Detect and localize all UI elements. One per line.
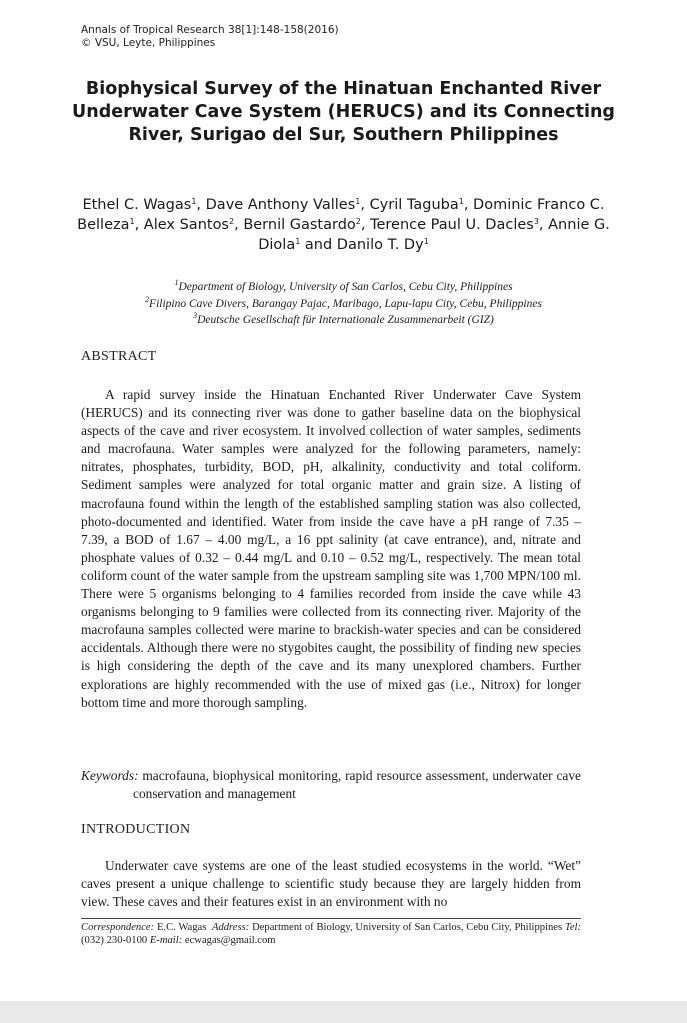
author-name: Ethel C. Wagas bbox=[82, 197, 192, 213]
author-list bbox=[60, 195, 627, 255]
address-text: Department of Biology, University of San Carlos, Cebu City, Philippines bbox=[252, 922, 563, 933]
author-name: Dominic Franco C. Belleza bbox=[77, 197, 605, 233]
email-label: E-mail: bbox=[149, 935, 183, 946]
keywords bbox=[81, 767, 581, 803]
viewer-bottom-bar bbox=[0, 1001, 687, 1023]
correspondence-name: E.C. Wagas bbox=[156, 922, 207, 933]
author-name: Bernil Gastardo bbox=[243, 217, 356, 233]
author-affiliation-mark: 1 bbox=[423, 237, 429, 246]
author-affiliation-mark: 1 bbox=[129, 217, 135, 226]
author-affiliation-mark: 1 bbox=[295, 237, 301, 246]
author-name: Annie G. Diola bbox=[258, 217, 610, 253]
tel-number: (032) 230-0100 bbox=[81, 935, 148, 946]
author-name: Danilo T. Dy bbox=[336, 237, 424, 253]
author-name: Dave Anthony Valles bbox=[205, 197, 356, 213]
author-separator: , bbox=[360, 217, 371, 233]
introduction-heading: INTRODUCTION bbox=[81, 822, 191, 837]
keywords-text: macrofauna, biophysical monitoring, rapid resource assessment, underwater cave conservation and management bbox=[133, 768, 581, 801]
keywords-label: Keywords: bbox=[81, 768, 139, 783]
paper-title: Biophysical Survey of the Hinatuan Enchanted River Underwater Cave System (HERUCS) and its Connecting River, Surigao del Sur, Southern Philippines bbox=[72, 79, 615, 145]
author-affiliation-mark: 2 bbox=[229, 217, 235, 226]
address-label: Address: bbox=[211, 922, 250, 933]
correspondence-label: Correspondence: bbox=[81, 922, 155, 933]
introduction-text: Underwater cave systems are one of the least studied ecosystems in the world. “Wet” caves present a unique challenge to scientific study because they are largely hidden from view. These caves and their features exist in an environment with no bbox=[81, 858, 581, 910]
author-separator: , bbox=[134, 217, 144, 233]
author-name: Alex Santos bbox=[143, 217, 229, 233]
author-separator: and bbox=[300, 237, 337, 253]
correspondence-footnote bbox=[81, 918, 581, 947]
abstract-heading: ABSTRACT bbox=[81, 349, 157, 364]
author-affiliation-mark: 1 bbox=[191, 197, 197, 206]
affiliation-line bbox=[60, 312, 627, 329]
affiliation-number: 3 bbox=[193, 311, 198, 320]
email-address: ecwagas@gmail.com bbox=[184, 935, 276, 946]
affiliation-text: Department of Biology, University of San Carlos, Cebu City, Philippines bbox=[178, 281, 513, 293]
affiliation-number: 1 bbox=[174, 278, 179, 287]
author-name: Terence Paul U. Dacles bbox=[370, 217, 534, 233]
affiliation-text: Deutsche Gesellschaft für Internationale Zusammenarbeit (GIZ) bbox=[197, 314, 494, 326]
author-affiliation-mark: 2 bbox=[355, 217, 361, 226]
journal-citation: Annals of Tropical Research 38[1]:148-158(2016) bbox=[81, 24, 339, 36]
author-name: Cyril Taguba bbox=[369, 197, 459, 213]
author-separator: , bbox=[234, 217, 244, 233]
affiliation-text: Filipino Cave Divers, Barangay Pajac, Maribago, Lapu-lapu City, Cebu, Philippines bbox=[149, 297, 542, 310]
journal-header bbox=[81, 24, 339, 50]
author-affiliation-mark: 1 bbox=[458, 197, 464, 206]
affiliation-line bbox=[60, 296, 627, 313]
affiliation-list bbox=[60, 279, 627, 329]
author-separator: , bbox=[196, 197, 206, 213]
author-separator: , bbox=[463, 197, 474, 213]
affiliation-number: 2 bbox=[145, 294, 150, 304]
tel-label: Tel: bbox=[564, 922, 582, 933]
author-affiliation-mark: 3 bbox=[533, 217, 539, 226]
author-separator: , bbox=[538, 217, 549, 233]
author-affiliation-mark: 1 bbox=[355, 197, 361, 206]
abstract-text: A rapid survey inside the Hinatuan Enchanted River Underwater Cave System (HERUCS) and its connecting river was done to gather baseline data on the biophysical aspects of the cave and river ecosystem. It involved collection of water samples, sediments and macrofauna. Water samples were analyzed for the following parameters, namely: nitrates, phosphates, turbidity, BOD, pH, alkalinity, conductivity and total coliform. Sediment samples were analyzed for total organic matter and grain size. A listing of macrofauna found within the length of the established sampling station was also collected, photo-documented and identified. Water from inside the cave have a pH range of 7.35 – 7.39, a BOD of 1.67 – 4.00 mg/L, a 16 ppt salinity (at cave entrance), and, nitrate and phosphate values of 0.32 – 0.44 mg/L and 0.10 – 0.52 mg/L, respectively. The mean total coliform count of the water sample from the upstream sampling site was 1,700 MPN/100 ml. There were 5 organisms belonging to 4 families recorded from inside the cave while 43 organisms belonging to 9 families were collected from its connecting river. Majority of the macrofauna samples collected were marine to brackish-water species and can be considered accidentals. Although there were no stygobites caught, the possibility of finding new species is high considering the depth of the cave and its many unexplored chambers. Further explorations are highly recommended with the use of mixed gas (i.e., Nitrox) for longer bottom time and more thorough sampling. bbox=[81, 387, 581, 710]
journal-copyright: © VSU, Leyte, Philippines bbox=[81, 37, 216, 49]
affiliation-line bbox=[60, 279, 627, 296]
author-separator: , bbox=[360, 197, 370, 213]
